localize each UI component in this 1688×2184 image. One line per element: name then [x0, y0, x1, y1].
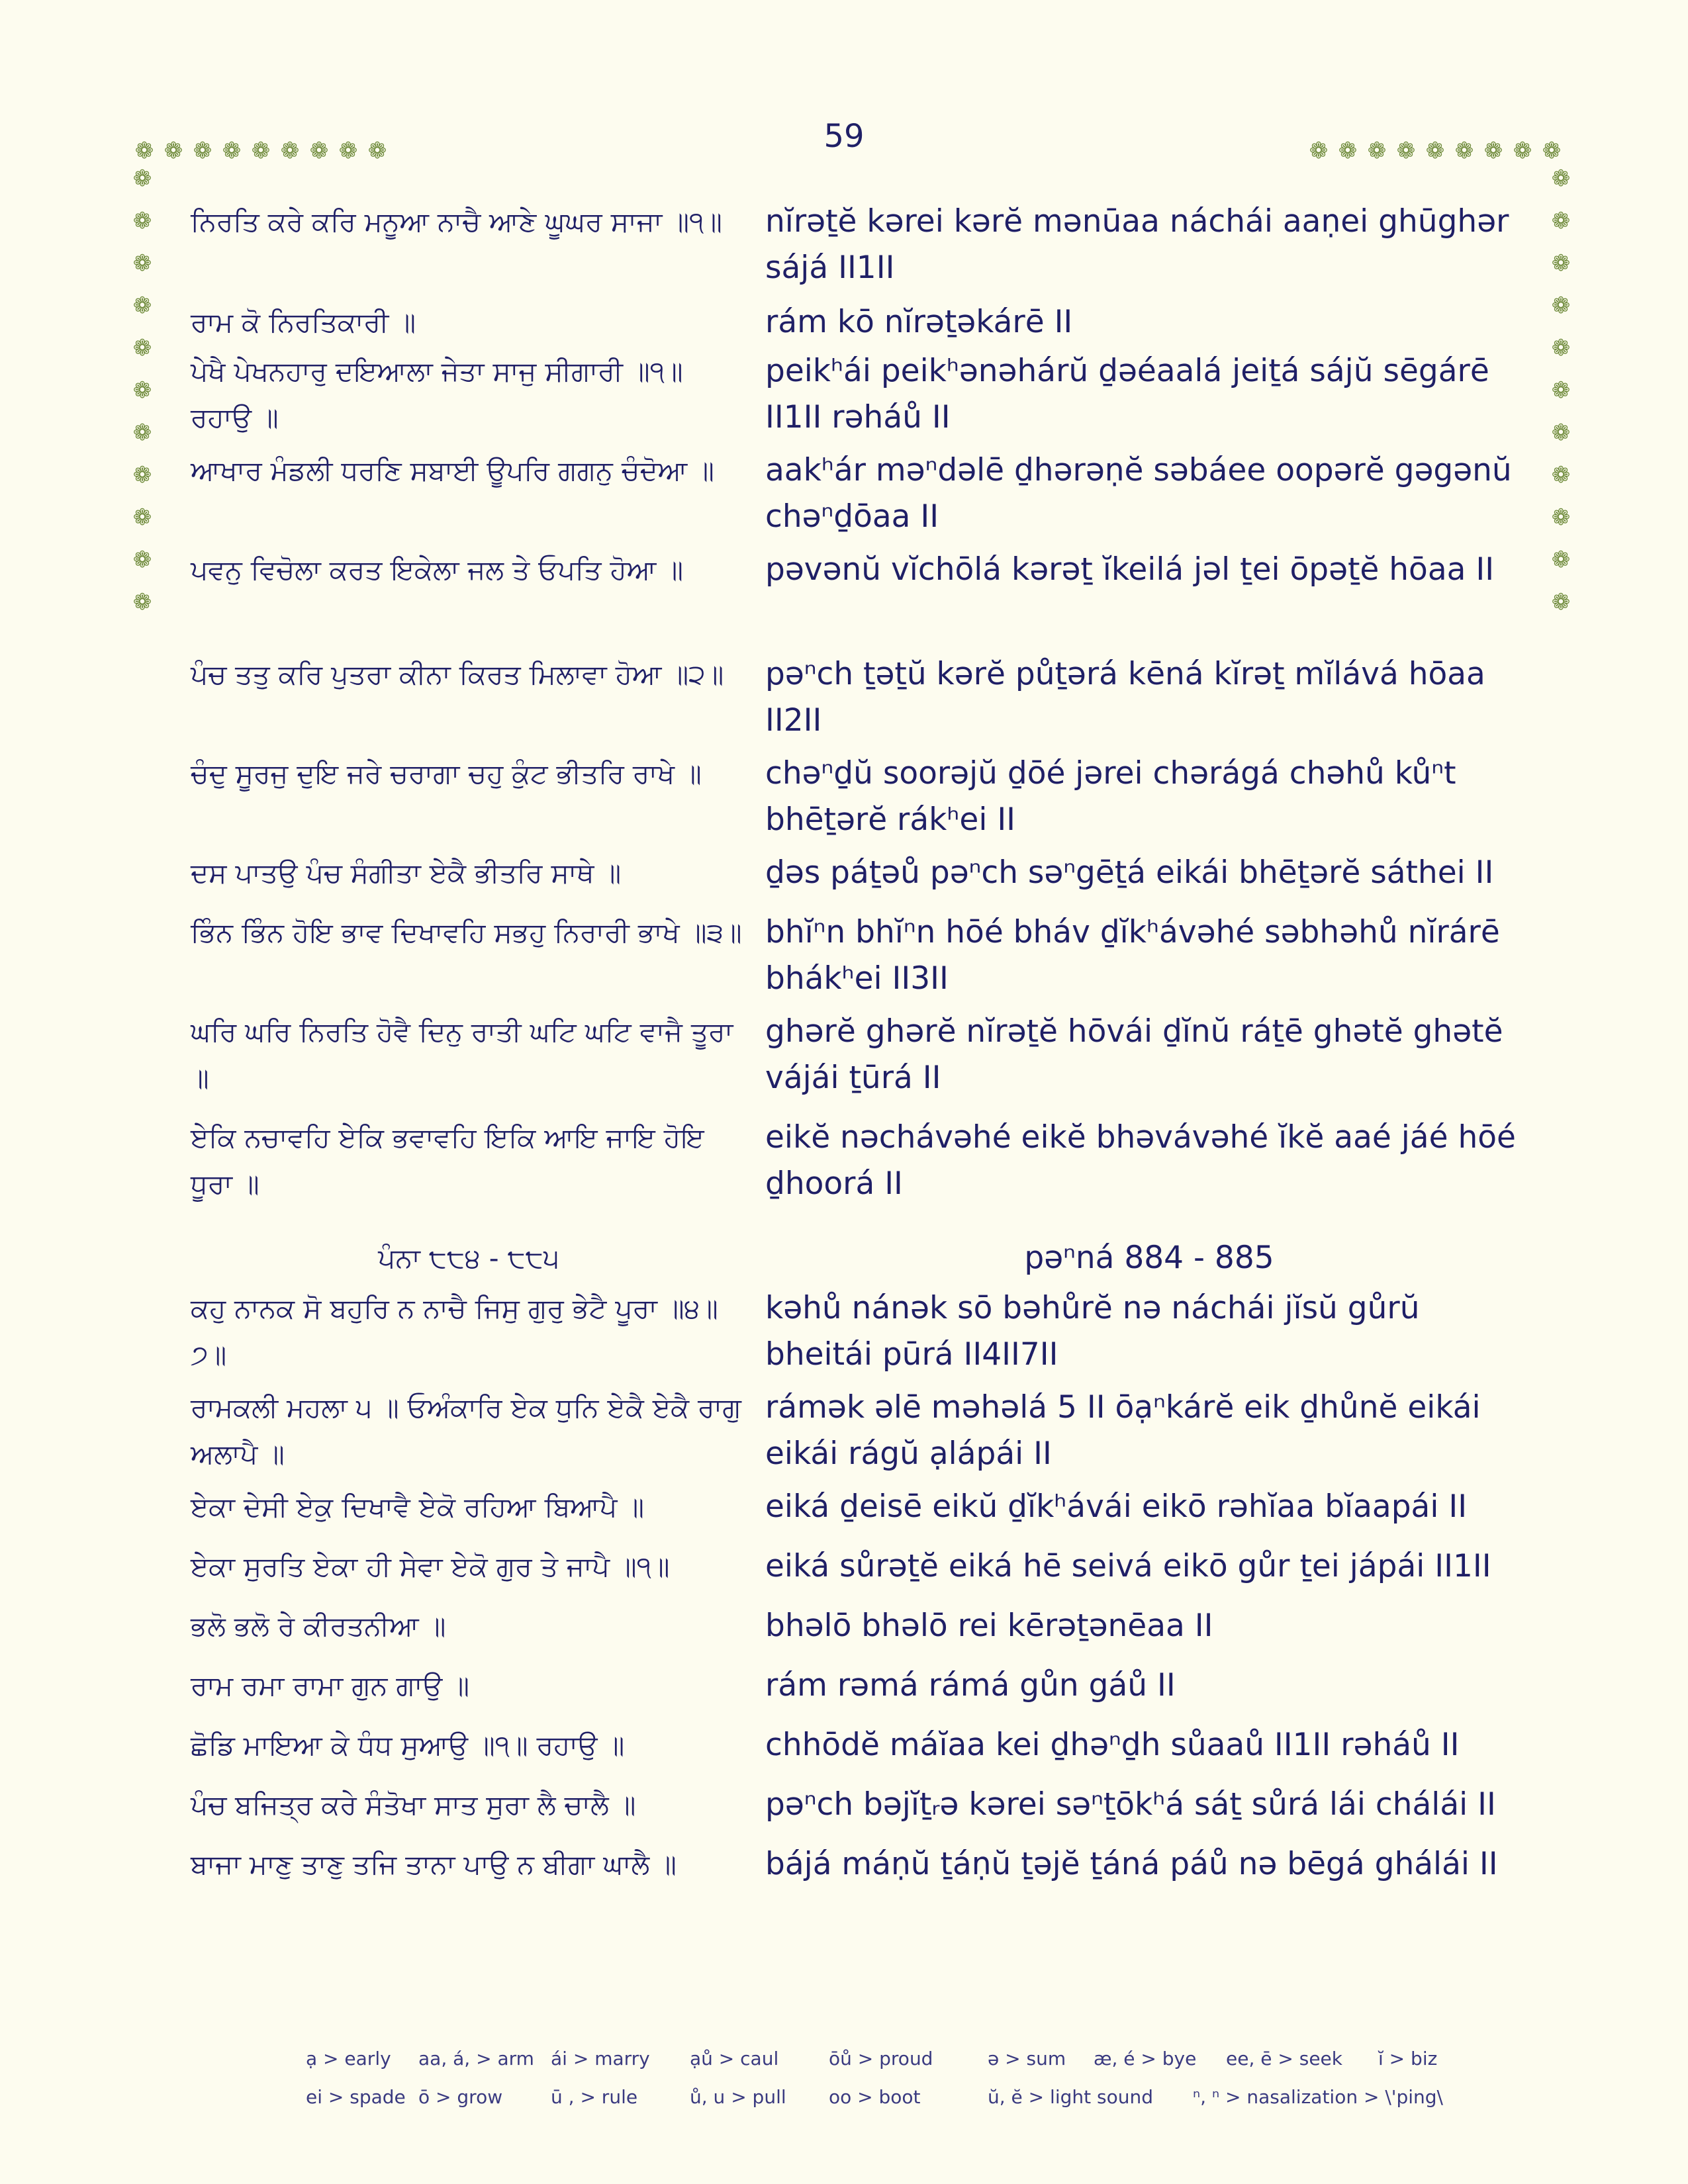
page-range-heading — [191, 1235, 1534, 1281]
legend-item: oo > boot — [829, 2086, 921, 2108]
legend-item: ạ > early — [306, 2048, 391, 2070]
flower-icon: ❁ — [1551, 547, 1571, 573]
flower-icon: ❁ — [1551, 250, 1571, 277]
gurmukhi-line: ਆਖਾਰ ਮੰਡਲੀ ਧਰਣਿ ਸਬਾਈ ਊਪਰਿ ਗਗਨੁ ਚੰਦੋਆ ॥ — [191, 455, 714, 486]
flower-icon: ❁ — [251, 138, 271, 164]
legend-item: ạů > caul — [690, 2048, 779, 2070]
roman-transliteration: eikĕ nəchávəhé eikĕ bhəvávəhé ĭkĕ aaé jáé hōé ḏhoorá II — [765, 1119, 1516, 1202]
roman-transliteration: aakʰár məⁿdəlē ḏhərəṇĕ səbáee oopərĕ gəgənŭ chəⁿḏōaa II — [765, 452, 1512, 535]
verse-row — [191, 909, 1534, 1009]
gurmukhi-line: ਨਿਰਤਿ ਕਰੇ ਕਰਿ ਮਨੂਆ ਨਾਚੈ ਆਣੇ ਘੂਘਰ ਸਾਜਾ ॥੧॥ — [191, 206, 722, 238]
roman-transliteration: nĭrəṯĕ kərei kərĕ mənūaa náchái aaṇei ghūghər sájá II1II — [765, 203, 1509, 286]
page-range-gurmukhi: ਪੰਨਾ ੮੮੪ - ੮੮੫ — [378, 1242, 559, 1274]
verse-row — [191, 1722, 1534, 1782]
flower-icon: ❁ — [1551, 589, 1571, 615]
page-range-roman: pəⁿná 884 - 885 — [1024, 1240, 1274, 1276]
roman-transliteration: bhəlō bhəlō rei kērəṯənēaa II — [765, 1608, 1213, 1644]
flower-icon: ❁ — [132, 165, 152, 192]
flower-border-right — [1546, 164, 1575, 617]
roman-transliteration: peikʰái peikʰənəhárŭ ḏəéaalá jeiṯá sájŭ sēgárē II1II rəháů II — [765, 353, 1489, 435]
gurmukhi-line: ਰਾਮਕਲੀ ਮਹਲਾ ੫ ॥ ਓਅੰਕਾਰਿ ਏਕ ਧੁਨਿ ਏਕੈ ਏਕੈ ਰਾਗੁ ਅਲਾਪੈ ॥ — [191, 1392, 741, 1470]
gurmukhi-line: ਦਸ ਪਾਤਉ ਪੰਚ ਸੰਗੀਤਾ ਏਕੈ ਭੀਤਰਿ ਸਾਥੇ ॥ — [191, 857, 622, 889]
gurmukhi-line: ਪੰਚ ਤਤੁ ਕਰਿ ਪੁਤਰਾ ਕੀਨਾ ਕਿਰਤ ਮਿਲਾਵਾ ਹੋਆ ॥੨॥ — [191, 659, 724, 690]
verse-row — [191, 1115, 1534, 1226]
legend-row — [306, 2078, 1497, 2116]
flower-icon: ❁ — [132, 589, 152, 615]
gurmukhi-line: ਏਕਿ ਨਚਾਵਹਿ ਏਕਿ ਭਵਾਵਹਿ ਇਕਿ ਆਇ ਜਾਇ ਹੋਇ ਧੂਰਾ ॥ — [191, 1122, 704, 1200]
gurmukhi-line: ਚੰਦੁ ਸੂਰਜੁ ਦੁਇ ਜਰੇ ਚਰਾਗਾ ਚਹੁ ਕੁੰਟ ਭੀਤਰਿ ਰਾਖੇ ॥ — [191, 758, 702, 790]
legend-item: ei > spade — [306, 2086, 406, 2108]
verse-row — [191, 1543, 1534, 1603]
flower-icon: ❁ — [1551, 208, 1571, 234]
flower-icon: ❁ — [132, 420, 152, 446]
roman-transliteration: rám kō nĭrəṯəkárē II — [765, 304, 1073, 340]
flower-icon: ❁ — [132, 462, 152, 488]
legend-item: ĭ > biz — [1378, 2048, 1438, 2070]
verse-row — [191, 651, 1534, 751]
flower-icon: ❁ — [132, 250, 152, 277]
verse-row — [191, 199, 1534, 299]
roman-transliteration: rámək əlē məhəlá 5 II ōạⁿkárĕ eik ḏhůnĕ eikái eikái rágŭ ạlápái II — [765, 1389, 1481, 1472]
flower-border-left — [128, 164, 157, 617]
roman-transliteration: pəⁿch bəjĭṯᵣə kərei səⁿṯōkʰá sáṯ sůrá lái chálái II — [765, 1786, 1496, 1823]
roman-transliteration: pəⁿch ṯəṯŭ kərĕ půṯərá kēná kĭrəṯ mĭlává hōaa II2II — [765, 656, 1485, 739]
flower-icon: ❁ — [1542, 138, 1562, 164]
flower-icon: ❁ — [1551, 377, 1571, 404]
flower-icon: ❁ — [1551, 462, 1571, 488]
verse-row — [191, 1603, 1534, 1662]
flower-icon: ❁ — [132, 335, 152, 361]
flower-icon: ❁ — [1513, 138, 1532, 164]
roman-transliteration: bájá máṇŭ ṯáṇŭ ṯəjĕ ṯáná páů nə bēgá ghálái II — [765, 1846, 1498, 1882]
legend-item: ⁿ, ⁿ > nasalization > \'ping\ — [1193, 2086, 1443, 2108]
flower-icon: ❁ — [1425, 138, 1445, 164]
flower-icon: ❁ — [1483, 138, 1503, 164]
flower-icon: ❁ — [132, 208, 152, 234]
legend-item: ōů > proud — [829, 2048, 933, 2070]
legend-item: ee, ē > seek — [1226, 2048, 1342, 2070]
legend-item: ů, u > pull — [690, 2086, 786, 2108]
gurmukhi-line: ਪੰਚ ਬਜਿਤ੍ਰ ਕਰੇ ਸੰਤੋਖਾ ਸਾਤ ਸੁਰਾ ਲੈ ਚਾਲੈ ॥ — [191, 1789, 636, 1821]
gurmukhi-line: ਪਵਨੁ ਵਿਚੋਲਾ ਕਰਤ ਇਕੇਲਾ ਜਲ ਤੇ ਓਪਤਿ ਹੋਆ ॥ — [191, 554, 683, 586]
flower-icon: ❁ — [193, 138, 212, 164]
flower-icon: ❁ — [132, 504, 152, 531]
flower-icon: ❁ — [1396, 138, 1416, 164]
verse-row — [191, 1782, 1534, 1841]
verse-row — [191, 850, 1534, 909]
flower-icon: ❁ — [1367, 138, 1387, 164]
flower-icon: ❁ — [134, 138, 154, 164]
flower-icon: ❁ — [280, 138, 300, 164]
verse-list — [191, 199, 1534, 1940]
gurmukhi-line: ਏਕਾ ਸੁਰਤਿ ਏਕਾ ਹੀ ਸੇਵਾ ਏਕੋ ਗੁਰ ਤੇ ਜਾਪੈ ॥੧॥ — [191, 1551, 670, 1582]
flower-icon: ❁ — [309, 138, 329, 164]
verse-row — [191, 1385, 1534, 1484]
gurmukhi-line: ਏਕਾ ਦੇਸੀ ਏਕੁ ਦਿਖਾਵੈ ਏਕੋ ਰਹਿਆ ਬਿਆਪੈ ॥ — [191, 1491, 645, 1523]
gurmukhi-line: ਕਹੁ ਨਾਨਕ ਸੋ ਬਹੁਰਿ ਨ ਨਾਚੈ ਜਿਸੁ ਗੁਰੁ ਭੇਟੈ ਪੂਰਾ ॥੪॥੭॥ — [191, 1293, 718, 1371]
verse-row — [191, 1841, 1534, 1940]
legend-item: æ, é > bye — [1094, 2048, 1197, 2070]
verse-row — [191, 447, 1534, 547]
verse-row — [191, 547, 1534, 651]
flower-icon: ❁ — [222, 138, 242, 164]
roman-transliteration: ḏəs páṯəů pəⁿch səⁿgēṯá eikái bhēṯərĕ sáthei II — [765, 854, 1494, 891]
gurmukhi-line: ਪੇਖੈ ਪੇਖਨਹਾਰੁ ਦਇਆਲਾ ਜੇਤਾ ਸਾਜੁ ਸੀਗਾਰੀ ॥੧॥ ਰਹਾਉ ॥ — [191, 355, 683, 433]
flower-icon: ❁ — [132, 377, 152, 404]
legend-item: ŭ, ĕ > light sound — [988, 2086, 1153, 2108]
flower-icon: ❁ — [1338, 138, 1358, 164]
flower-icon: ❁ — [1454, 138, 1474, 164]
gurmukhi-line: ਛੋਡਿ ਮਾਇਆ ਕੇ ਧੰਧ ਸੁਆਉ ॥੧॥ ਰਹਾਉ ॥ — [191, 1729, 625, 1761]
roman-transliteration: chəⁿḏŭ soorəjŭ ḏōé jərei chərágá chəhů kůⁿt bhēṯərĕ rákʰei II — [765, 755, 1456, 838]
legend-row — [306, 2040, 1497, 2078]
roman-transliteration: kəhů nánək sō bəhůrĕ nə náchái jĭsŭ gůrŭ bheitái pūrá II4II7II — [765, 1290, 1420, 1373]
flower-icon: ❁ — [132, 293, 152, 319]
pronunciation-legend — [306, 2040, 1497, 2116]
roman-transliteration: eiká sůrəṯĕ eiká hē seivá eikō gůr ṯei jápái II1II — [765, 1548, 1491, 1584]
roman-transliteration: ghərĕ ghərĕ nĭrəṯĕ hōvái ḏĭnŭ ráṯē ghətĕ ghətĕ vájái ṯūrá II — [765, 1013, 1503, 1096]
gurmukhi-line: ਭਿੰਨ ਭਿੰਨ ਹੋਇ ਭਾਵ ਦਿਖਾਵਹਿ ਸਭਹੁ ਨਿਰਾਰੀ ਭਾਖੇ ॥੩॥ — [191, 917, 742, 948]
flower-icon: ❁ — [1551, 504, 1571, 531]
flower-icon: ❁ — [367, 138, 387, 164]
flower-icon: ❁ — [338, 138, 358, 164]
verse-row — [191, 1484, 1534, 1543]
legend-item: ái > marry — [551, 2048, 650, 2070]
legend-item: ō > grow — [418, 2086, 503, 2108]
gurmukhi-line: ਬਾਜਾ ਮਾਣੁ ਤਾਣੁ ਤਜਿ ਤਾਨਾ ਪਾਉ ਨ ਬੀਗਾ ਘਾਲੈ ॥ — [191, 1848, 677, 1880]
flower-icon: ❁ — [1551, 420, 1571, 446]
flower-icon: ❁ — [1551, 335, 1571, 361]
gurmukhi-line: ਘਰਿ ਘਰਿ ਨਿਰਤਿ ਹੋਵੈ ਦਿਨੁ ਰਾਤੀ ਘਟਿ ਘਟਿ ਵਾਜੈ ਤੂਰਾ ॥ — [191, 1016, 733, 1094]
verse-row — [191, 1285, 1534, 1385]
roman-transliteration: rám rəmá rámá gůn gáů II — [765, 1667, 1176, 1704]
flower-icon: ❁ — [1551, 293, 1571, 319]
flower-icon: ❁ — [1551, 165, 1571, 192]
legend-item: ə > sum — [988, 2048, 1066, 2070]
roman-transliteration: chhōdĕ máĭaa kei ḏhəⁿḏh sůaaů II1II rəháů II — [765, 1727, 1460, 1763]
verse-row — [191, 299, 1534, 348]
flower-icon: ❁ — [132, 547, 152, 573]
flower-border-top-left — [130, 136, 392, 165]
gurmukhi-line: ਭਲੋ ਭਲੋ ਰੇ ਕੀਰਤਨੀਆ ॥ — [191, 1610, 446, 1642]
legend-item: ū , > rule — [551, 2086, 638, 2108]
verse-row — [191, 751, 1534, 850]
verse-row — [191, 348, 1534, 447]
verse-row — [191, 1009, 1534, 1115]
gurmukhi-line: ਰਾਮ ਕੋ ਨਿਰਤਿਕਾਰੀ ॥ — [191, 306, 416, 338]
roman-transliteration: eiká ḏeisē eikŭ ḏĭkʰávái eikō rəhĭaa bĭaapái II — [765, 1488, 1468, 1525]
roman-transliteration: bhĭⁿn bhĭⁿn hōé bháv ḏĭkʰávəhé səbhəhů nĭrárē bhákʰei II3II — [765, 914, 1500, 997]
roman-transliteration: pəvənŭ vĭchōlá kərəṯ ĭkeilá jəl ṯei ōpəṯĕ hōaa II — [765, 551, 1495, 588]
verse-row — [191, 1662, 1534, 1722]
flower-icon: ❁ — [1309, 138, 1329, 164]
flower-border-top-right — [1304, 136, 1566, 165]
page-number: 59 — [823, 118, 865, 155]
gurmukhi-line: ਰਾਮ ਰਮਾ ਰਾਮਾ ਗੁਨ ਗਾਉ ॥ — [191, 1670, 469, 1702]
legend-item: aa, á, > arm — [418, 2048, 534, 2070]
flower-icon: ❁ — [164, 138, 183, 164]
